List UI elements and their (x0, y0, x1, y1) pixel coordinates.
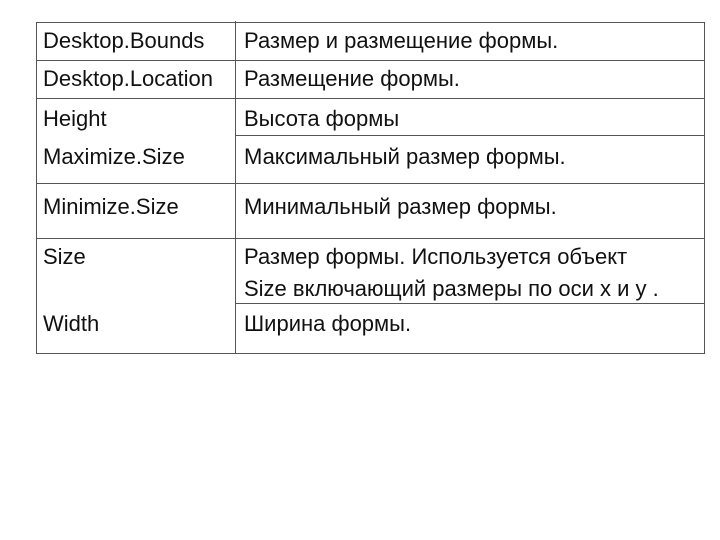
table-row-description: Размер и размещение формы. (244, 28, 559, 53)
table-row-description-line1: Размер формы. Используется объект (244, 244, 628, 269)
row-divider-1 (36, 60, 705, 61)
table-row-property: Width (43, 311, 100, 336)
table-row-description: Высота формы (244, 106, 400, 131)
table-column-divider (235, 21, 236, 354)
table-row-property: Desktop.Location (43, 66, 213, 91)
table-row-property: Maximize.Size (43, 144, 185, 169)
row-divider-3 (236, 135, 705, 136)
table-row-property: Size (43, 244, 86, 269)
row-divider-2 (36, 98, 705, 99)
table-row-property: Minimize.Size (43, 194, 179, 219)
table-row-description: Минимальный размер формы. (244, 194, 557, 219)
table-row-property: Height (43, 106, 107, 131)
table-row-description: Максимальный размер формы. (244, 144, 566, 169)
table-row-property: Desktop.Bounds (43, 28, 205, 53)
table-row-description: Размещение формы. (244, 66, 460, 91)
table-row-description-line2: Size включающий размеры по оси x и y . (244, 276, 659, 301)
row-divider-4 (36, 183, 705, 184)
row-divider-6 (236, 303, 705, 304)
table-row-description: Ширина формы. (244, 311, 412, 336)
row-divider-5 (36, 238, 705, 239)
